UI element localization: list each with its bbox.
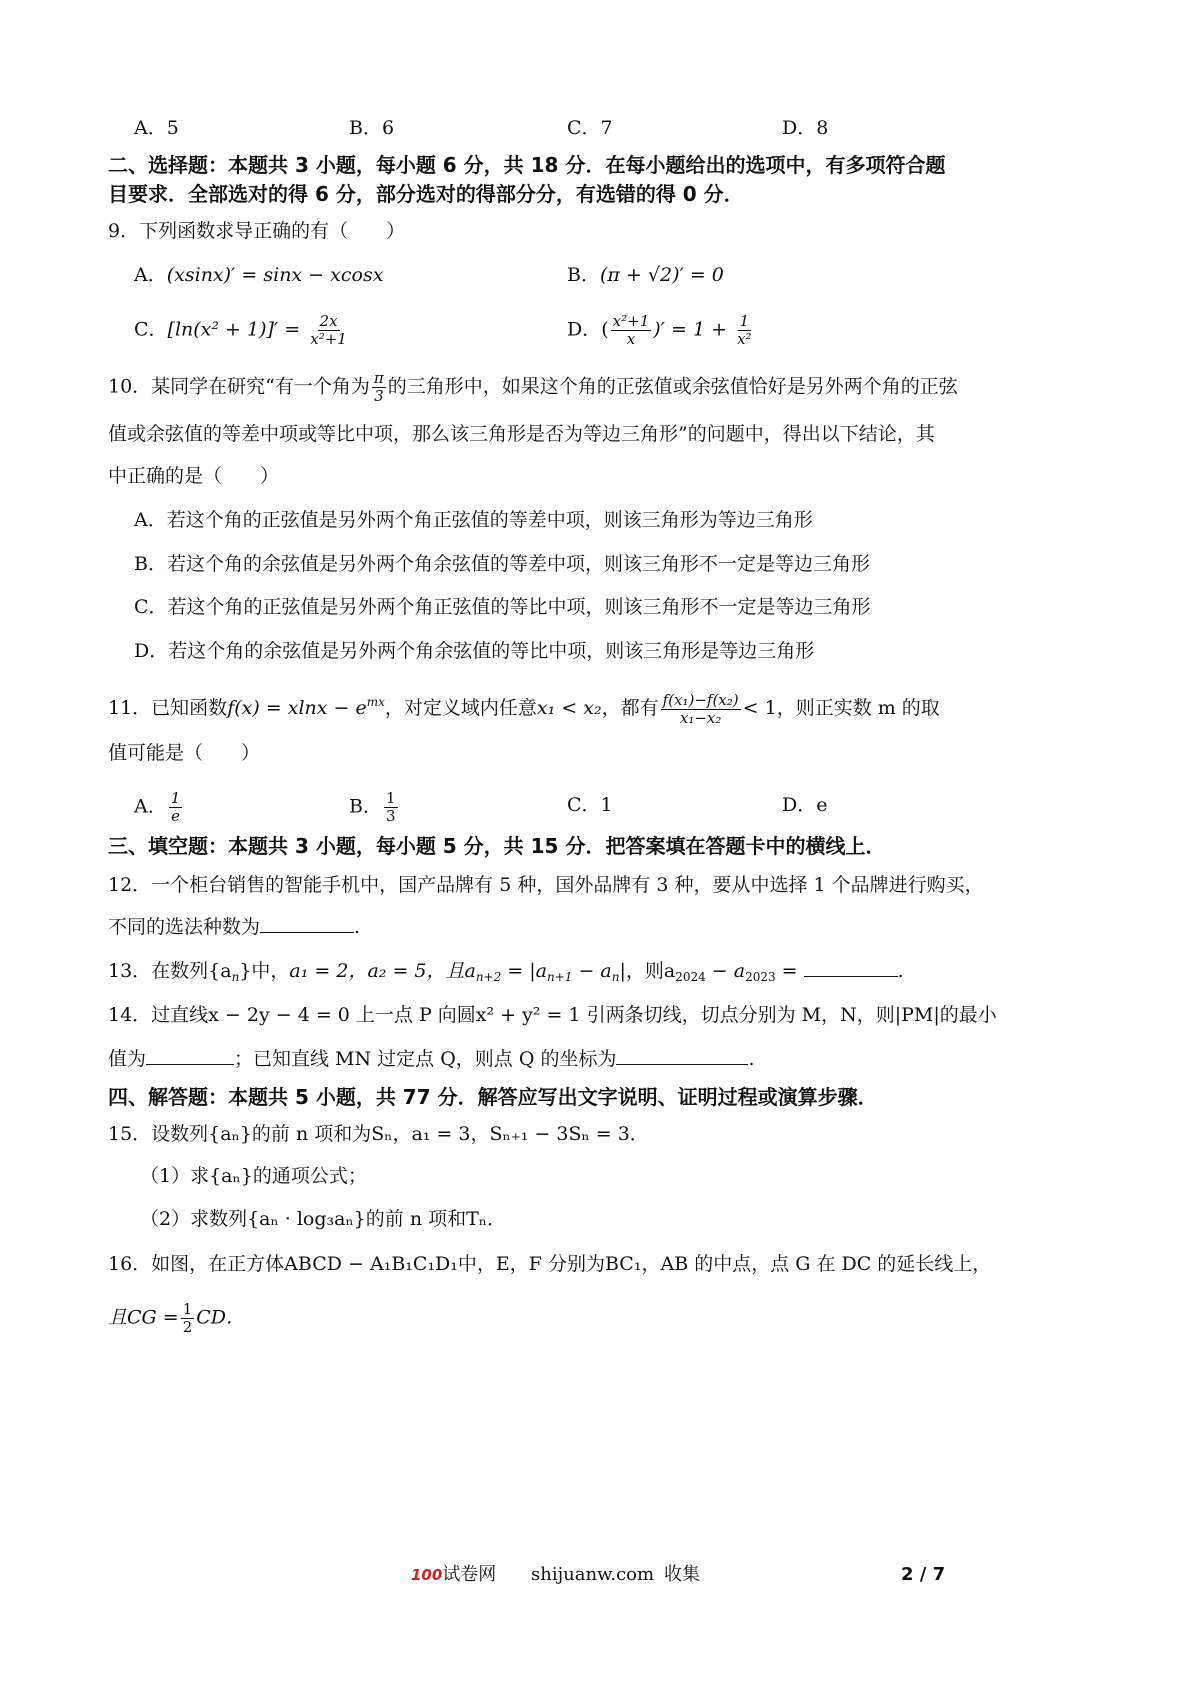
q14-text-a: 值为 [108,1048,147,1070]
q16-line1: 16．如图，在正方体ABCD − A₁B₁C₁D₁中，E，F 分别为BC₁，AB 的中点，点 G 在 DC 的延长线上， [108,1253,992,1275]
q14-end: . [748,1048,755,1070]
page-number: 2 / 7 [901,1564,946,1585]
q11-option-c: C．1 [567,794,613,816]
q13-h: = [775,960,798,982]
section2-heading-line1: 二、选择题：本题共 3 小题，每小题 6 分，共 18 分．在每小题给出的选项中，有多项符合题 [108,153,946,177]
q9-a-label: A． [134,264,167,286]
q11-b-fraction [384,790,398,825]
q13-f: |，则a [619,960,676,982]
q9-a-expr: (xsinx)′ = sinx − xcosx [166,264,384,286]
q10-option-b: B．若这个角的余弦值是另外两个角余弦值的等差中项，则该三角形不一定是等边三角形 [134,553,870,575]
q11-a-fraction [169,790,183,825]
q13-sub-2024: 2024 [675,970,706,984]
q9-c-den: x²+1 [310,330,347,348]
q13-end: . [897,960,904,982]
q8-option-a: A．5 [134,117,179,139]
q16-num: 1 [182,1300,193,1318]
q13-sub-n2: n+2 [475,970,502,984]
q11-num: f(x₁)−f(x₂) [662,690,739,709]
q11-fraction [661,692,741,727]
q12-end: . [354,916,361,938]
q11-b-label: B． [349,795,382,818]
logo-100: 100 [411,1566,443,1584]
q9-c-label: C． [134,318,168,341]
q11-b-den: 3 [385,807,396,825]
q12-answer-blank[interactable] [260,914,354,933]
q13-c: a₁ = 2，a₂ = 5，且a [289,960,476,982]
q11-option-b [349,790,400,825]
q16-text-b: CD． [196,1306,246,1329]
q9-option-a [134,262,383,288]
q14-answer-blank-1[interactable] [146,1046,234,1065]
q12-text: 不同的选法种数为 [108,916,261,938]
q9-c-expr: [ln(x² + 1)]′ = [167,318,301,341]
q10-option-a: A．若这个角的正弦值是另外两个角正弦值的等差中项，则该三角形为等边三角形 [134,509,813,531]
q13-line [108,958,904,990]
q13-sub-2023: 2023 [745,970,776,984]
q11-a-num: 1 [170,789,181,807]
q16-line2 [108,1301,245,1336]
q9-option-b [567,262,724,288]
q11-text-2: ，对定义域内任意 [384,697,537,719]
q13-sub-n1: n+1 [546,970,573,984]
q11-line2: 值可能是（ ） [108,742,261,764]
q13-e: − a [572,960,612,982]
q10-option-c: C．若这个角的正弦值是另外两个角正弦值的等比中项，则该三角形不一定是等边三角形 [134,596,871,618]
q8-option-d: D．8 [782,117,829,139]
q11-a-label: A． [134,795,167,818]
q11-a-den: e [171,807,180,825]
q11-fx: f(x) = xlnx − e [227,697,367,719]
q9-stem: 9．下列函数求导正确的有（ ） [108,220,406,242]
q14-line1: 14．过直线x − 2y − 4 = 0 上一点 P 向圆x² + y² = 1 引两条切线，切点分别为 M，N，则|PM|的最小 [108,1004,997,1026]
q13-answer-blank[interactable] [804,958,898,977]
q16-text-a: 且CG = [108,1306,179,1329]
q11-text-4: < 1，则正实数 m 的取 [742,697,940,719]
q10-text-a: 10．某同学在研究“有一个角为 [108,375,370,398]
q11-text-1: 11．已知函数 [108,697,228,719]
q15-part1: （1）求{aₙ}的通项公式； [140,1165,367,1187]
q11-text-3: ，都有 [601,697,659,719]
q13-d: = |a [501,960,547,982]
q9-b-label: B． [567,264,600,286]
q9-d-fraction2 [735,313,753,348]
q11-den: x₁−x₂ [679,708,722,727]
q10-pi-fraction [372,370,386,405]
footer-collect: 收集 [664,1564,700,1585]
q13-sub-n: n [231,970,240,984]
q8-option-c: C．7 [567,117,613,139]
q9-d-mid: )′ = 1 + [653,318,728,341]
q9-b-expr: (π + √2)′ = 0 [599,264,724,286]
q10-line2: 值或余弦值的等差中项或等比中项，那么该三角形是否为等边三角形”的问题中，得出以下结论，其 [108,423,935,445]
q9-d-den: x [626,330,636,348]
q11-b-num: 1 [385,789,396,807]
section4-heading: 四、解答题：本题共 5 小题，共 77 分．解答应写出文字说明、证明过程或演算步骤． [108,1085,878,1109]
q13-g: − a [705,960,746,982]
q12-line2 [108,914,360,940]
q11-line1 [108,689,940,727]
q13-a: 13．在数列{a [108,960,232,982]
q15-stem: 15．设数列{aₙ}的前 n 项和为Sₙ，a₁ = 3，Sₙ₊₁ − 3Sₙ = 3． [108,1123,649,1145]
q10-line1 [108,370,958,405]
q13-b: }中， [239,960,290,982]
q10-option-d: D．若这个角的余弦值是另外两个角余弦值的等比中项，则该三角形是等边三角形 [134,640,815,662]
q9-c-fraction [308,313,349,348]
q10-pi-num: π [373,369,384,387]
q9-d-label: D． [567,318,602,341]
q14-answer-blank-2[interactable] [616,1046,748,1065]
q15-part2: （2）求数列{aₙ · log₃aₙ}的前 n 项和Tₙ． [140,1208,506,1230]
q9-d-fraction [611,313,652,348]
section3-heading: 三、填空题：本题共 3 小题，每小题 5 分，共 15 分．把答案填在答题卡中的横线上． [108,834,886,858]
q11-ineq: x₁ < x₂ [536,697,602,719]
footer-site[interactable]: shijuanw.com [531,1564,655,1585]
q10-text-b: 的三角形中，如果这个角的正弦值或余弦值恰好是另外两个角的正弦 [387,375,958,398]
q9-d-num: x²+1 [612,312,650,330]
q16-den: 2 [182,1318,193,1336]
section2-heading-line2: 目要求．全部选对的得 6 分，部分选对的得部分分，有选错的得 0 分． [108,182,744,206]
q9-option-c [134,313,351,348]
q14-text-b: ；已知直线 MN 过定点 Q，则点 Q 的坐标为 [234,1048,617,1070]
q13-sub-n-b: n [611,970,620,984]
footer-brand [411,1563,496,1587]
q14-line2 [108,1046,755,1072]
q9-d-den2: x² [737,330,752,348]
q16-fraction [181,1301,195,1336]
q9-option-d: D．( $\frac{\text{x²+1}}{x}$ )′ = 1 + $\frac{1}{\text{x²}}$ [567,312,752,348]
q11-exp: mx [366,695,385,709]
q8-option-b: B．6 [349,117,395,139]
q11-option-a [134,790,184,825]
q12-line1: 12．一个柜台销售的智能手机中，国产品牌有 5 种，国外品牌有 3 种，要从中选择 1 个品牌进行购买， [108,874,984,896]
q11-option-d: D．e [782,794,828,816]
q10-pi-den: 3 [374,387,384,405]
q10-line3: 中正确的是（ ） [108,465,280,487]
q9-c-num: 2x [319,312,338,330]
q9-d-num2: 1 [739,312,750,330]
footer-brand-name: 试卷网 [442,1564,497,1585]
